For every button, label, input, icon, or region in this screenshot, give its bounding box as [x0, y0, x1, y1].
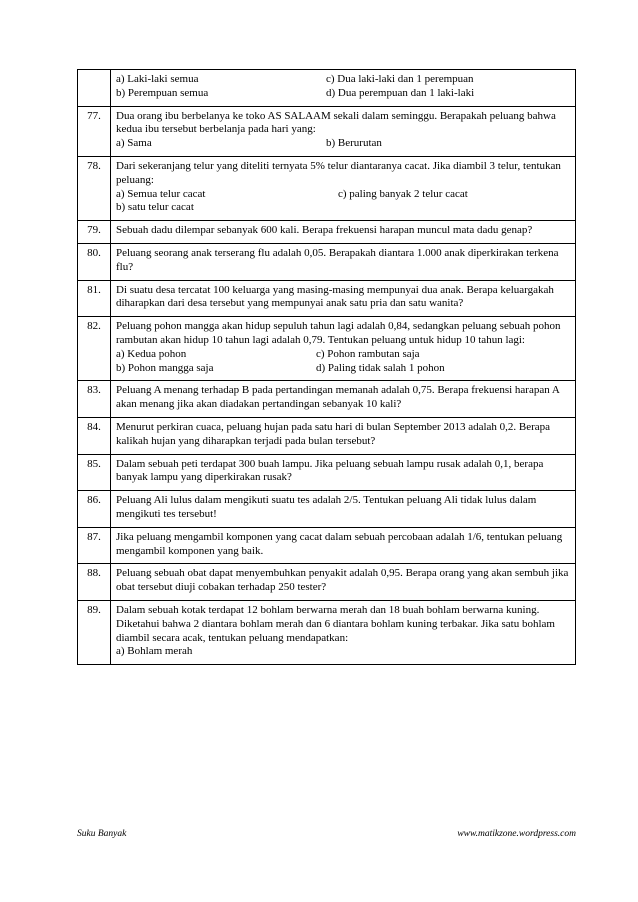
option: b) Berurutan: [326, 137, 382, 150]
question-number: 89.: [78, 600, 111, 664]
question-cell: [111, 454, 576, 491]
question-text: Peluang Ali lulus dalam mengikuti suatu tes adalah 2/5. Tentukan peluang Ali tidak lulus dalam mengikuti tes tersebut!: [116, 494, 537, 520]
question-cell: [111, 106, 576, 156]
table-row: [78, 454, 576, 491]
question-text: Sebuah dadu dilempar sebanyak 600 kali. Berapa frekuensi harapan muncul mata dadu genap?: [116, 224, 533, 237]
option: a) Bohlam merah: [116, 645, 193, 658]
option-a: a) Laki-laki semua: [116, 73, 199, 85]
question-cell: [111, 564, 576, 601]
option-grid: [116, 73, 570, 101]
question-number: [78, 70, 111, 107]
table-row: [78, 491, 576, 528]
question-text: Menurut perkiran cuaca, peluang hujan pada satu hari di bulan September 2013 adalah 0,2. Berapa kalikah hujan yang diharapkan terjadi pada bulan tersebut?: [116, 420, 551, 447]
question-cell: [111, 491, 576, 528]
table-row: [78, 106, 576, 156]
option: a) Sama: [116, 137, 152, 150]
question-sheet: [77, 69, 576, 665]
question-text: Dalam sebuah peti terdapat 300 buah lampu. Jika peluang sebuah lampu rusak adalah 0,1, berapa banyak lampu yang diperkirakan rusak?: [116, 457, 544, 484]
question-cell: [111, 317, 576, 381]
question-number: 87.: [78, 527, 111, 564]
option: c) Pohon rambutan saja: [316, 347, 420, 360]
question-number: 80.: [78, 243, 111, 280]
table-row: [78, 527, 576, 564]
question-cell: [111, 417, 576, 454]
question-number: 84.: [78, 417, 111, 454]
table-row: [78, 317, 576, 381]
option: a) Kedua pohon: [116, 347, 187, 360]
table-row: [78, 564, 576, 601]
option-grid: [116, 348, 570, 376]
option-d: d) Dua perempuan dan 1 laki-laki: [326, 86, 475, 99]
question-cell: [111, 280, 576, 317]
table-row: [78, 156, 576, 220]
option: a) Semua telur cacat: [116, 187, 206, 200]
option-b: b) Perempuan semua: [116, 86, 209, 99]
question-number: 77.: [78, 106, 111, 156]
question-cell: [111, 156, 576, 220]
question-text: Dari sekeranjang telur yang diteliti ternyata 5% telur diantaranya cacat. Jika diambil 3 telur, tentukan peluang:: [116, 159, 561, 186]
question-number: 82.: [78, 317, 111, 381]
option: d) Paling tidak salah 1 pohon: [316, 361, 445, 374]
table-row: [78, 70, 576, 107]
question-number: 78.: [78, 156, 111, 220]
option: b) Pohon mangga saja: [116, 361, 214, 374]
question-cell: [111, 600, 576, 664]
footer-right: www.matikzone.wordpress.com: [457, 829, 576, 839]
question-number: 85.: [78, 454, 111, 491]
question-cell: [111, 70, 576, 107]
option-c: c) Dua laki-laki dan 1 perempuan: [326, 73, 474, 85]
question-table: [77, 69, 576, 665]
table-row: [78, 381, 576, 418]
table-row: [78, 280, 576, 317]
question-cell: [111, 243, 576, 280]
question-cell: [111, 221, 576, 244]
question-text: Peluang A menang terhadap B pada pertandingan memanah adalah 0,75. Berapa frekuensi harapan A akan menang jika akan diadakan pertandingan sebanyak 10 kali?: [116, 384, 560, 411]
option: c) paling banyak 2 telur cacat: [338, 187, 468, 200]
table-row: [78, 221, 576, 244]
question-number: 83.: [78, 381, 111, 418]
question-number: 79.: [78, 221, 111, 244]
option-grid: [116, 137, 570, 151]
question-text: Jika peluang mengambil komponen yang cacat dalam sebuah percobaan adalah 1/6, tentukan peluang mengambil komponen yang baik.: [116, 530, 563, 557]
table-row: [78, 600, 576, 664]
question-number: 86.: [78, 491, 111, 528]
question-cell: [111, 381, 576, 418]
question-text: Dalam sebuah kotak terdapat 12 bohlam berwarna merah dan 18 buah bohlam berwarna kuning. Diketahui bahwa 2 diantara bohlam merah dan 6 diantara bohlam kuning terbakar. Jika satu bohlam diambil secara acak, tentukan peluang mendapatkan:: [116, 603, 555, 644]
footer-left: Suku Banyak: [77, 829, 127, 839]
question-text: Di suatu desa tercatat 100 keluarga yang masing-masing mempunyai dua anak. Berapa keluargakah diharapkan dari desa tersebut yang mempunyai anak satu pria dan satu wanita?: [116, 283, 554, 310]
question-text: Peluang pohon mangga akan hidup sepuluh tahun lagi adalah 0,84, sedangkan peluang sebuah pohon rambutan akan hidup 10 tahun lagi adalah 0,79. Tentukan peluang untuk hidup 10 tahun lagi:: [116, 320, 561, 346]
question-number: 81.: [78, 280, 111, 317]
question-text: Peluang seorang anak terserang flu adalah 0,05. Berapakah diantara 1.000 anak diperkirakan terkena flu?: [116, 246, 559, 273]
option-grid: [116, 188, 570, 216]
question-number: 88.: [78, 564, 111, 601]
question-text: Dua orang ibu berbelanya ke toko AS SALAAM sekali dalam seminggu. Berapakah peluang bahwa kedua ibu tersebut berbelanja pada hari yang:: [116, 109, 556, 136]
page-footer: [77, 829, 576, 839]
option: b) satu telur cacat: [116, 201, 194, 214]
table-row: [78, 243, 576, 280]
question-text: Peluang sebuah obat dapat menyembuhkan penyakit adalah 0,95. Berapa orang yang akan sembuh jika obat tersebut diuji cobakan terhadap 250 tester?: [116, 567, 569, 594]
table-row: [78, 417, 576, 454]
question-cell: [111, 527, 576, 564]
